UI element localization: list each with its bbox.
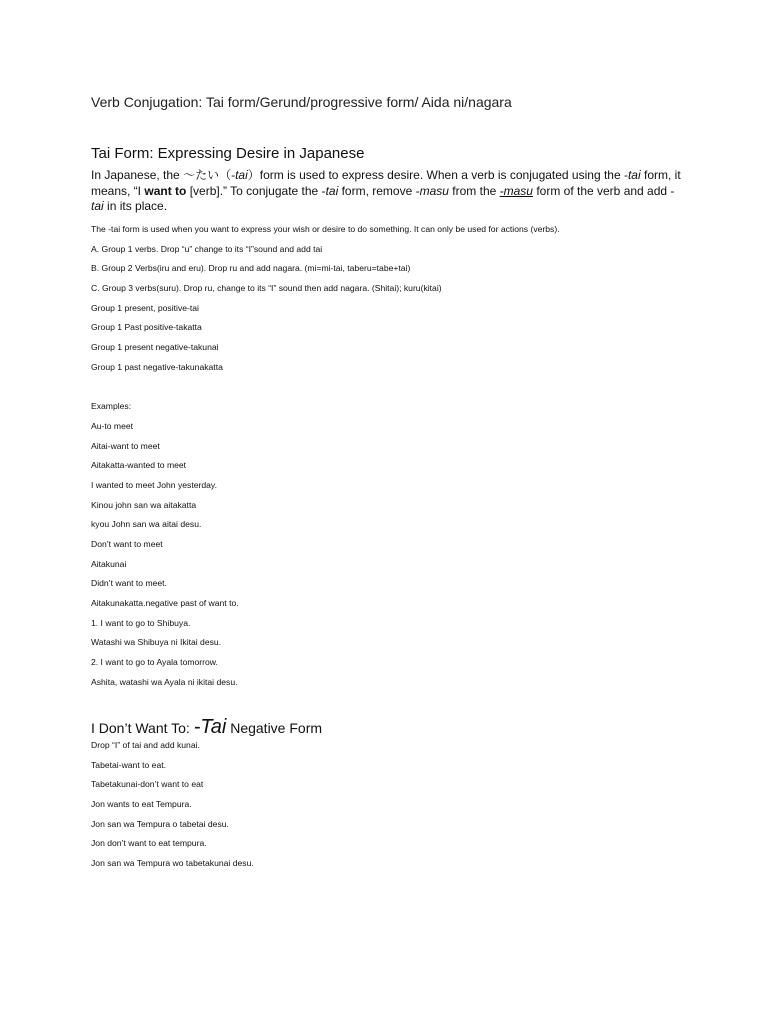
section2-lines — [91, 739, 691, 877]
text-line: C. Group 3 verbs(suru). Drop ru, change to its “I” sound then add nagara. (Shitai); kuru(kitai) — [91, 283, 442, 294]
text-line: Didn’t want to meet. — [91, 578, 167, 589]
text-line: Aitakunakatta.negative past of want to. — [91, 598, 239, 609]
section-heading-tai-form: Tai Form: Expressing Desire in Japanese — [91, 145, 365, 162]
examples-label: Examples: — [91, 401, 132, 412]
intro-underlined-link[interactable]: -masu — [499, 183, 533, 198]
text-line: B. Group 2 Verbs(iru and eru). Drop ru and add nagara. (mi=mi-tai, taberu=tabe+tai) — [91, 263, 411, 274]
intro-bold: want to — [144, 183, 187, 198]
intro-text: ）form is used to express desire. When a verb is conjugated using the - — [247, 168, 628, 182]
text-line: Ashita, watashi wa Ayala ni ikitai desu. — [91, 676, 238, 687]
text-line: 1. I want to go to Shibuya. — [91, 617, 191, 628]
intro-text: [verb].” To conjugate the - — [186, 183, 326, 198]
text-line: Group 1 past negative-takunakatta — [91, 361, 223, 372]
intro-text: in its place. — [103, 199, 168, 213]
section-heading-negative-form — [91, 716, 322, 739]
intro-italic: tai — [627, 168, 641, 182]
text-line: Watashi wa Shibuya ni Ikitai desu. — [91, 637, 222, 648]
intro-italic: masu — [419, 183, 449, 198]
text-line: kyou John san wa aitai desu. — [91, 519, 202, 530]
intro-text: form, remove - — [338, 183, 420, 198]
intro-text: from the — [448, 183, 500, 198]
intro-text: form of the verb and add - — [532, 183, 675, 198]
heading-text: Negative Form — [226, 720, 323, 736]
intro-kana: 〜たい — [183, 168, 220, 182]
text-line: A. Group 1 verbs. Drop “u” change to its “I”sound and add tai — [91, 243, 323, 254]
intro-paragraph — [91, 168, 681, 215]
text-line: Jon san wa Tempura wo tabetakunai desu. — [91, 858, 254, 869]
text-line: 2. I want to go to Ayala tomorrow. — [91, 657, 218, 668]
text-line: Aitai-want to meet — [91, 440, 160, 451]
text-line: Au-to meet — [91, 420, 134, 431]
text-line: Tabetai-want to eat. — [91, 759, 167, 770]
heading-text: I Don’t Want To: — [91, 720, 194, 736]
text-line: Tabetakunai-don’t want to eat — [91, 779, 204, 790]
text-line: Jon don’t want to eat tempura. — [91, 838, 207, 849]
document-title: Verb Conjugation: Tai form/Gerund/progressive form/ Aida ni/nagara — [91, 94, 512, 110]
text-line: Aitakunai — [91, 558, 127, 569]
text-line: The -tai form is used when you want to express your wish or desire to do something. It can only be used for actions (verbs). — [91, 224, 560, 234]
intro-italic: tai — [91, 199, 104, 213]
blank-line — [91, 381, 691, 401]
text-line: I wanted to meet John yesterday. — [91, 479, 217, 490]
intro-text: （- — [219, 168, 236, 182]
intro-text: form, it means, “I — [91, 168, 681, 198]
intro-italic: tai — [235, 168, 248, 182]
intro-text: In Japanese, the — [91, 168, 184, 182]
section1-lines — [91, 223, 691, 696]
text-line: Drop “I” of tai and add kunai. — [91, 740, 200, 750]
text-line: Don’t want to meet — [91, 539, 163, 549]
text-line: Jon wants to eat Tempura. — [91, 799, 192, 810]
intro-italic: tai — [325, 183, 339, 198]
text-line: Kinou john san wa aitakatta — [91, 499, 197, 510]
text-line: Aitakatta-wanted to meet — [91, 460, 187, 471]
text-line: Group 1 present negative-takunai — [91, 342, 219, 353]
text-line: Group 1 Past positive-takatta — [91, 322, 202, 333]
heading-emphasis: -Tai — [193, 716, 227, 738]
text-line: Jon san wa Tempura o tabetai desu. — [91, 818, 229, 829]
text-line: Group 1 present, positive-tai — [91, 302, 199, 313]
